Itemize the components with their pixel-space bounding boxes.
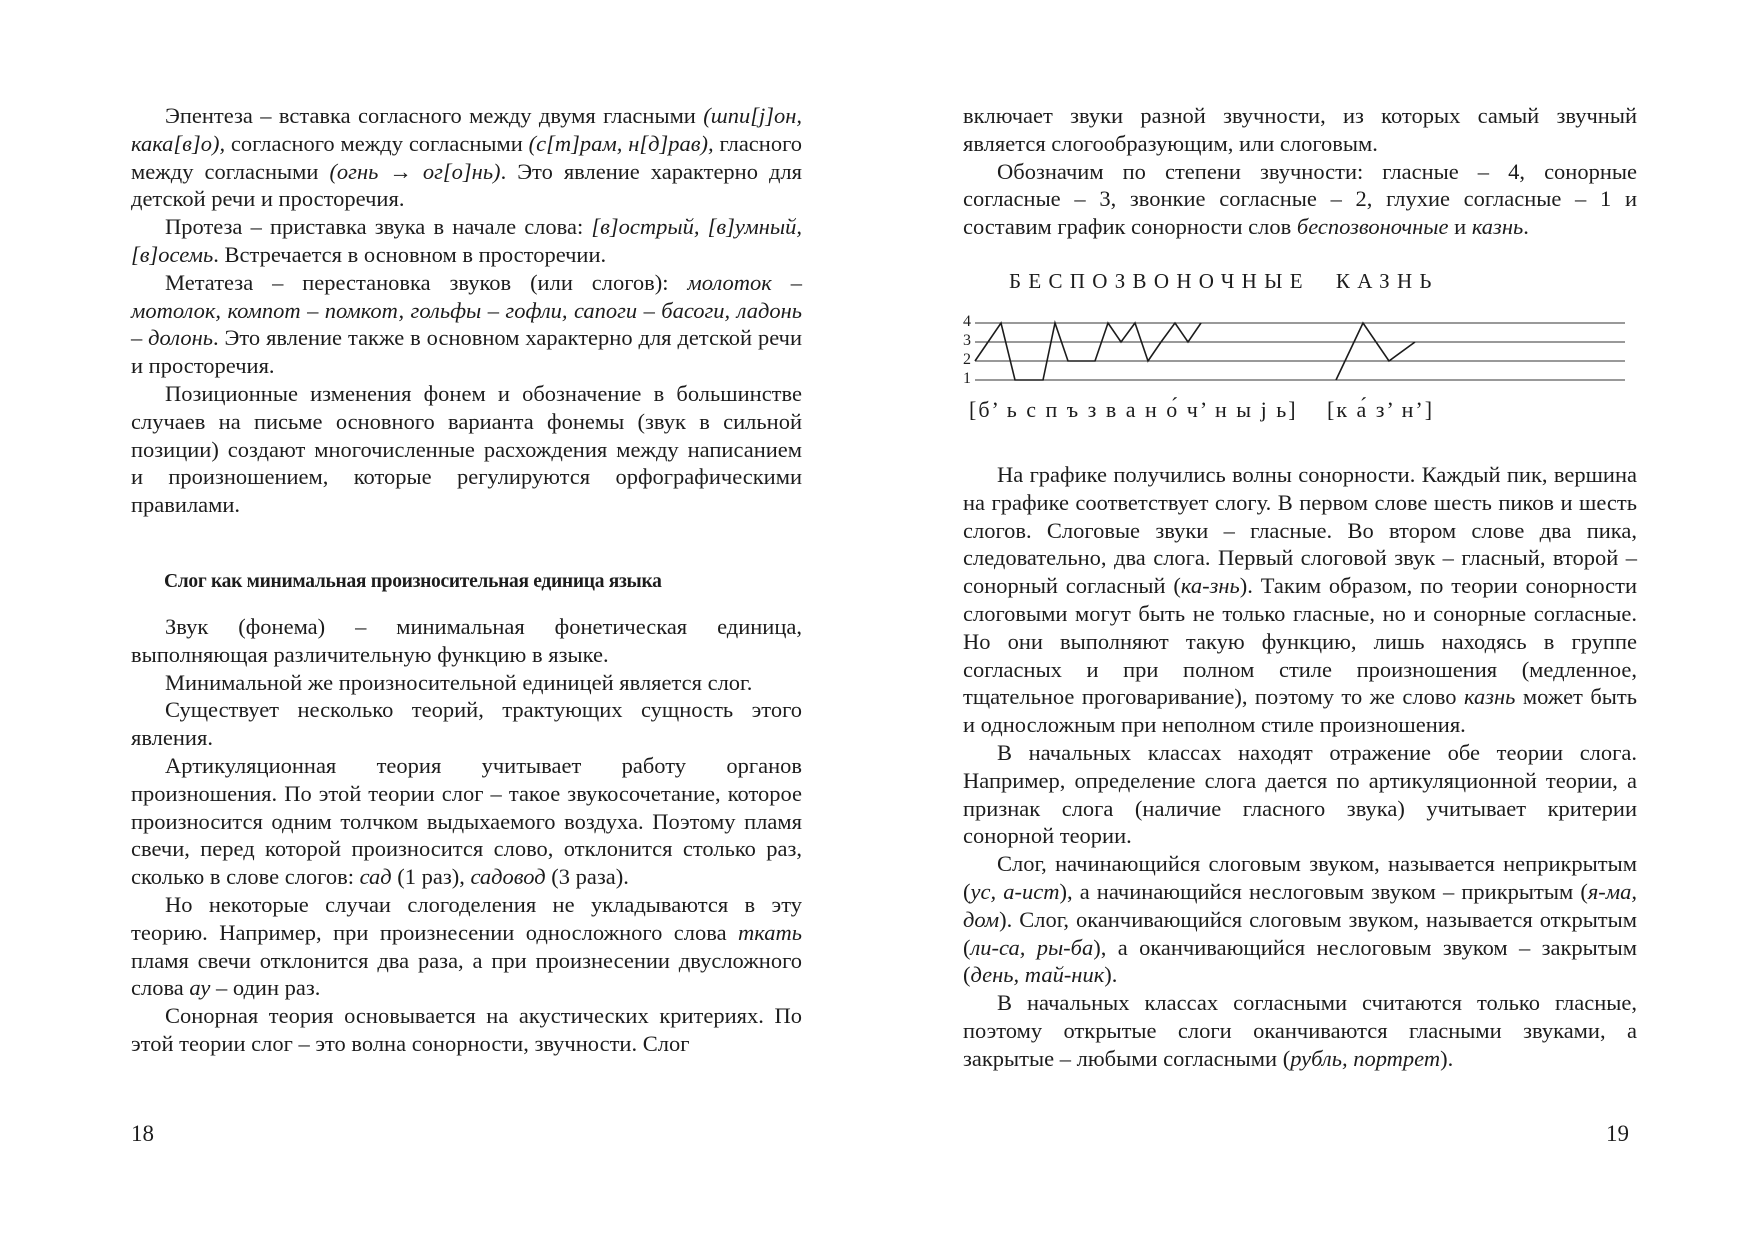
italic-example: садовод <box>470 864 546 890</box>
text-run: Но некоторые случаи слогоделения не укладываются в эту теорию. Например, при произнесении односложного слова <box>131 891 802 945</box>
paragraph <box>131 269 802 380</box>
text-run: (1 раз), <box>391 864 471 890</box>
italic-example: [в]острый, [в]умный, [в]осемь <box>131 214 802 267</box>
paragraph <box>963 102 1637 158</box>
graph-title-word1: БЕСПОЗВОНОЧНЫЕ <box>1009 268 1310 293</box>
text-run: На графике получились волны сонорности. Каждый пик, вершина на графике соответствует слогу. В первом слове шесть пиков и шесть слогов. Слоговые звуки – гласные. Во втором слове два пика, следовательно, два слога. Первый слоговой звук – гласный, второй – сонорный согласный ( <box>963 461 1637 599</box>
italic-example: (с[т]рам, н[д]рав), <box>528 130 714 156</box>
paragraph <box>131 1002 802 1058</box>
paragraph <box>963 158 1637 241</box>
italic-example: ли-са, ры-ба <box>970 934 1094 960</box>
text-run: Слог, начинающийся слоговым звуком, называется неприкрытым ( <box>963 851 1637 904</box>
italic-example: ус, а-ист <box>970 878 1060 904</box>
text-run: Сонорная теория основывается на акустических критериях. По этой теории слог – это волна сонорности, звучности. Слог <box>131 1003 802 1056</box>
italic-example: ау <box>189 975 211 1001</box>
italic-example: казнь <box>1471 214 1524 240</box>
italic-example: рубль, портрет <box>1290 1045 1441 1071</box>
italic-example: молоток – мотолок, компот – помкот, гольфы – гофли, сапоги – басоги, ладонь – долонь <box>131 269 802 351</box>
left-text-column <box>131 102 802 1058</box>
text-run: . <box>1523 214 1529 240</box>
text-run: (3 раза). <box>545 864 629 890</box>
text-run: ), а оканчивающийся неслоговым звуком – закрытым ( <box>963 934 1637 988</box>
sonority-graph <box>963 269 1637 439</box>
italic-example: беспозвоночные <box>1296 214 1449 240</box>
sonority-line-word2 <box>1336 323 1415 380</box>
paragraph <box>131 696 802 752</box>
left-page <box>0 0 877 1240</box>
paragraph <box>131 752 802 891</box>
text-run: гласного между согласными <box>131 130 802 184</box>
text-run: ). <box>1104 962 1118 988</box>
text-run: Протеза – приставка звука в начале слова: <box>165 214 592 240</box>
paragraph <box>131 102 802 213</box>
text-run: пламя свечи отклонится два раза, а при произнесении двусложного слова <box>131 947 802 1001</box>
text-run: Артикуляционная теория учитывает работу органов произношения. По этой теории слог – такое звукосочетание, которое произносится одним толчком выдыхаемого воздуха. Поэтому пламя свечи, перед которой произносится слово, отклонится столько раз, сколько в слове слогов: <box>131 752 802 890</box>
paragraph <box>131 891 802 1002</box>
paragraph <box>963 739 1637 850</box>
transcription-word1: [б’ ь с п ъ з в а н о́ ч’ н ы j ь] <box>969 396 1298 422</box>
text-run: Обозначим по степени звучности: гласные – 4, сонорные согласные – 3, звонкие согласные – 2, глухие согласные – 1 и составим график сонорности слов <box>963 158 1637 240</box>
text-run: ), а начинающийся неслоговым звуком – прикрытым ( <box>1059 878 1588 904</box>
text-run: ). <box>1440 1045 1454 1071</box>
italic-example: ка-знь <box>1180 573 1240 599</box>
y-label-2: 2 <box>963 350 971 368</box>
italic-example: (шпи[j]он, кака[в]о), <box>131 103 802 156</box>
italic-example: (огнь → ог[о]нь) <box>329 158 501 184</box>
text-run: . Это явление характерно для детской речи и просторечия. <box>131 158 802 212</box>
left-paragraphs-top <box>131 102 802 519</box>
right-page <box>877 0 1755 1240</box>
text-run: В начальных классах находят отражение обе теории слога. Например, определение слога дается по артикуляционной теории, а признак слога (наличие гласного звука) учитывает критерии сонорной теории. <box>963 739 1637 849</box>
text-run: ). Таким образом, по теории сонорности слоговыми могут быть не только гласные, но и сонорные согласные. Но они выполняют такую функцию, лишь находясь в группе согласных и при полном стиле произношения (медленное, тщательное проговаривание), поэтому то же слово <box>963 573 1637 710</box>
y-label-3: 3 <box>963 331 971 349</box>
page-number-left: 18 <box>131 1121 154 1146</box>
text-run: ). Слог, оканчивающийся слоговым звуком, называется открытым ( <box>963 906 1637 960</box>
paragraph <box>963 461 1637 739</box>
italic-example: день, тай-ник <box>970 962 1105 988</box>
section-heading: Слог как минимальная произносительная единица языка <box>164 570 662 592</box>
paragraph <box>131 613 802 669</box>
text-run: Метатеза – перестановка звуков (или слогов): <box>165 269 688 295</box>
right-paragraphs-top <box>963 102 1637 241</box>
transcription-word2: [к а́ з’ н’] <box>1327 396 1435 422</box>
sonority-line-word1 <box>975 323 1201 380</box>
paragraph <box>131 213 802 269</box>
y-label-1: 1 <box>963 369 971 387</box>
text-run: . Это явление также в основном характерно для детской речи и просторечия. <box>131 325 802 379</box>
italic-example: ткать <box>738 919 802 945</box>
italic-example: я-ма, дом <box>963 878 1637 932</box>
text-run: – один раз. <box>210 975 321 1001</box>
text-run: согласного между согласными <box>225 130 529 156</box>
y-label-4: 4 <box>963 312 971 330</box>
page-number-right: 19 <box>1606 1121 1629 1146</box>
graph-title-word2: КАЗНЬ <box>1335 268 1439 293</box>
text-run: Существует несколько теорий, трактующих сущность этого явления. <box>131 697 802 751</box>
right-paragraphs-bottom <box>963 461 1637 1073</box>
text-run: Эпентеза – вставка согласного между двумя гласными <box>165 103 704 128</box>
right-text-column <box>963 102 1637 1073</box>
text-run: . Встречается в основном в просторечии. <box>213 241 607 267</box>
text-run: включает звуки разной звучности, из которых самый звучный является слогообразующим, или слоговым. <box>963 103 1637 156</box>
text-run: Позиционные изменения фонем и обозначение в большинстве случаев на письме основного варианта фонемы (звук в сильной позиции) создают многочисленные расхождения между написанием и произношением, которые регулируются орфографическими правилами. <box>131 380 802 518</box>
text-run: В начальных классах согласными считаются только гласные, поэтому открытые слоги оканчиваются гласными звуками, а закрытые – любыми согласными ( <box>963 990 1637 1071</box>
text-run: может быть и односложным при неполном стиле произношения. <box>963 684 1638 738</box>
paragraph <box>963 850 1637 989</box>
italic-example: сад <box>359 864 392 890</box>
text-run: и <box>1448 214 1472 240</box>
italic-example: казнь <box>1464 684 1516 710</box>
left-paragraphs-bottom <box>131 613 802 1058</box>
text-run: Звук (фонема) – минимальная фонетическая единица, выполняющая различительную функцию в языке. <box>131 613 802 667</box>
paragraph <box>131 669 802 697</box>
paragraph <box>963 989 1637 1072</box>
text-run: Минимальной же произносительной единицей является слог. <box>165 669 753 695</box>
paragraph <box>131 380 802 519</box>
